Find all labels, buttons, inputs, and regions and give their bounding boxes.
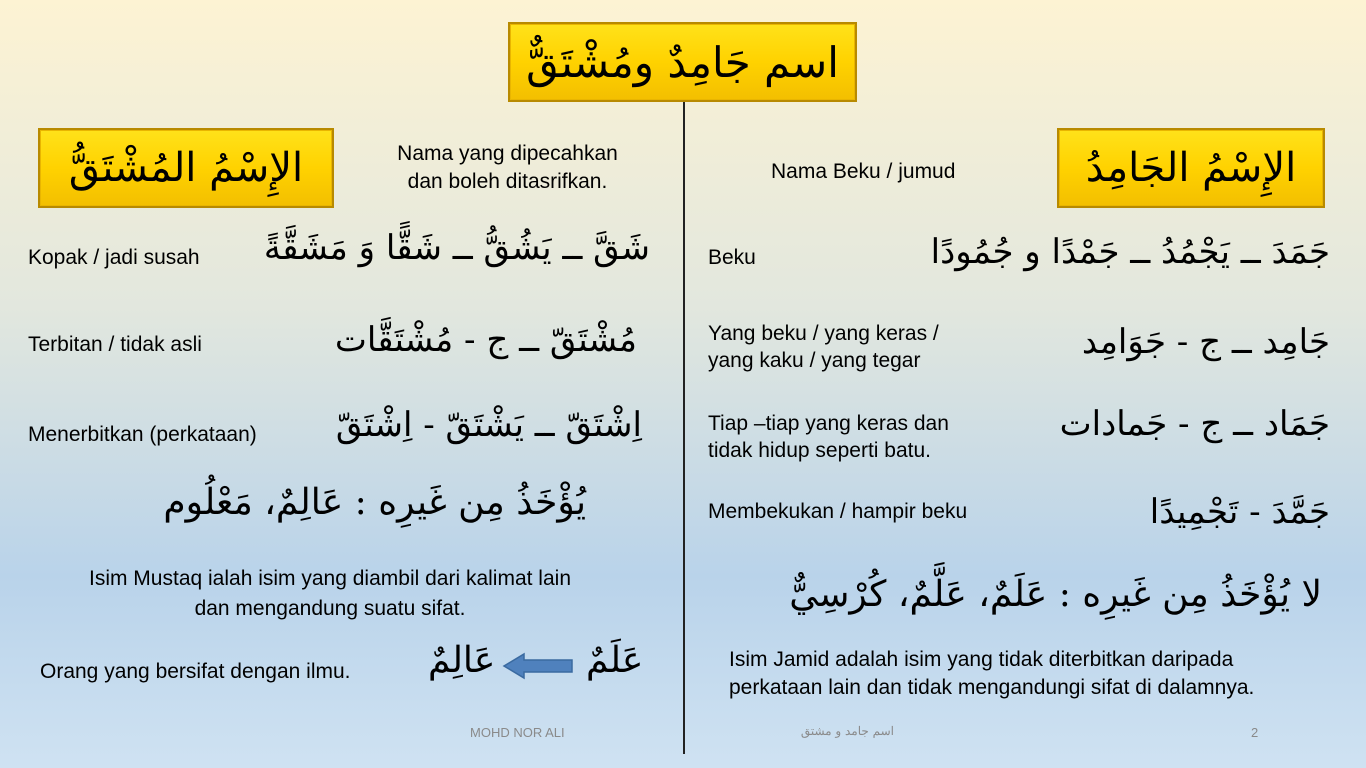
left-arrow-icon	[502, 652, 574, 680]
left-heading: الإِسْمُ المُشْتَقُّ	[68, 145, 304, 191]
right-row-1-arabic: جَمَدَ ــ يَجْمُدُ ــ جَمْدًا و جُمُودًا	[930, 232, 1330, 272]
footer-page-number: 2	[1251, 725, 1259, 740]
arrow-target-word: عَالِمٌ	[428, 640, 496, 681]
slide-title: اسم جَامِدٌ ومُشْتَقٌّ	[526, 37, 839, 87]
left-heading-box	[38, 128, 334, 208]
right-row-1-meaning: Beku	[708, 246, 756, 269]
footer-topic: اسم جامد و مشتق	[800, 724, 894, 738]
footer-author: MOHD NOR ALI	[470, 725, 565, 740]
right-heading: الإِسْمُ الجَامِدُ	[1085, 145, 1297, 191]
arrow-source-word: عَلَمٌ	[586, 640, 644, 681]
arrow-caption: Orang yang bersifat dengan ilmu.	[40, 660, 351, 683]
right-definition: Isim Jamid adalah isim yang tidak diterbitkan daripada perkataan lain dan tidak mengandungi sifat di dalamnya.	[729, 648, 1255, 699]
left-row-2-arabic: مُشْتَقّ ــ ج - مُشْتَقَّات	[334, 320, 637, 360]
right-heading-box	[1057, 128, 1325, 208]
left-row-1-meaning: Kopak / jadi susah	[28, 246, 200, 269]
column-divider	[683, 102, 685, 754]
right-row-3-meaning: Tiap –tiap yang keras dan tidak hidup seperti batu.	[708, 412, 949, 462]
right-example: لا يُؤْخَذُ مِن غَيرِه : عَلَمٌ، عَلَّمٌ، كُرْسِيٌّ	[789, 574, 1322, 615]
left-example: يُؤْخَذُ مِن غَيرِه : عَالِمٌ، مَعْلُوم	[163, 482, 586, 523]
right-row-3-arabic: جَمَاد ــ ج - جَمادات	[1059, 404, 1330, 444]
left-row-1-arabic: شَقَّ ــ يَشُقُّ ــ شَقًّا وَ مَشَقَّةً	[263, 228, 650, 268]
title-box	[508, 22, 857, 102]
left-definition: Isim Mustaq ialah isim yang diambil dari kalimat lain dan mengandung suatu sifat.	[88, 567, 571, 620]
left-row-3-meaning: Menerbitkan (perkataan)	[28, 423, 257, 446]
left-heading-desc: Nama yang dipecahkan dan boleh ditasrifkan.	[397, 142, 618, 193]
left-row-3-arabic: اِشْتَقّ ــ يَشْتَقّ - اِشْتَقّ	[335, 405, 642, 445]
right-heading-desc: Nama Beku / jumud	[771, 160, 956, 183]
right-row-2-arabic: جَامِد ــ ج - جَوَامِد	[1081, 322, 1330, 362]
right-row-4-arabic: جَمَّدَ - تَجْمِيدًا	[1149, 492, 1330, 532]
left-row-2-meaning: Terbitan / tidak asli	[28, 333, 202, 356]
right-row-2-meaning: Yang beku / yang keras / yang kaku / yang tegar	[708, 322, 939, 372]
right-row-4-meaning: Membekukan / hampir beku	[708, 500, 968, 523]
